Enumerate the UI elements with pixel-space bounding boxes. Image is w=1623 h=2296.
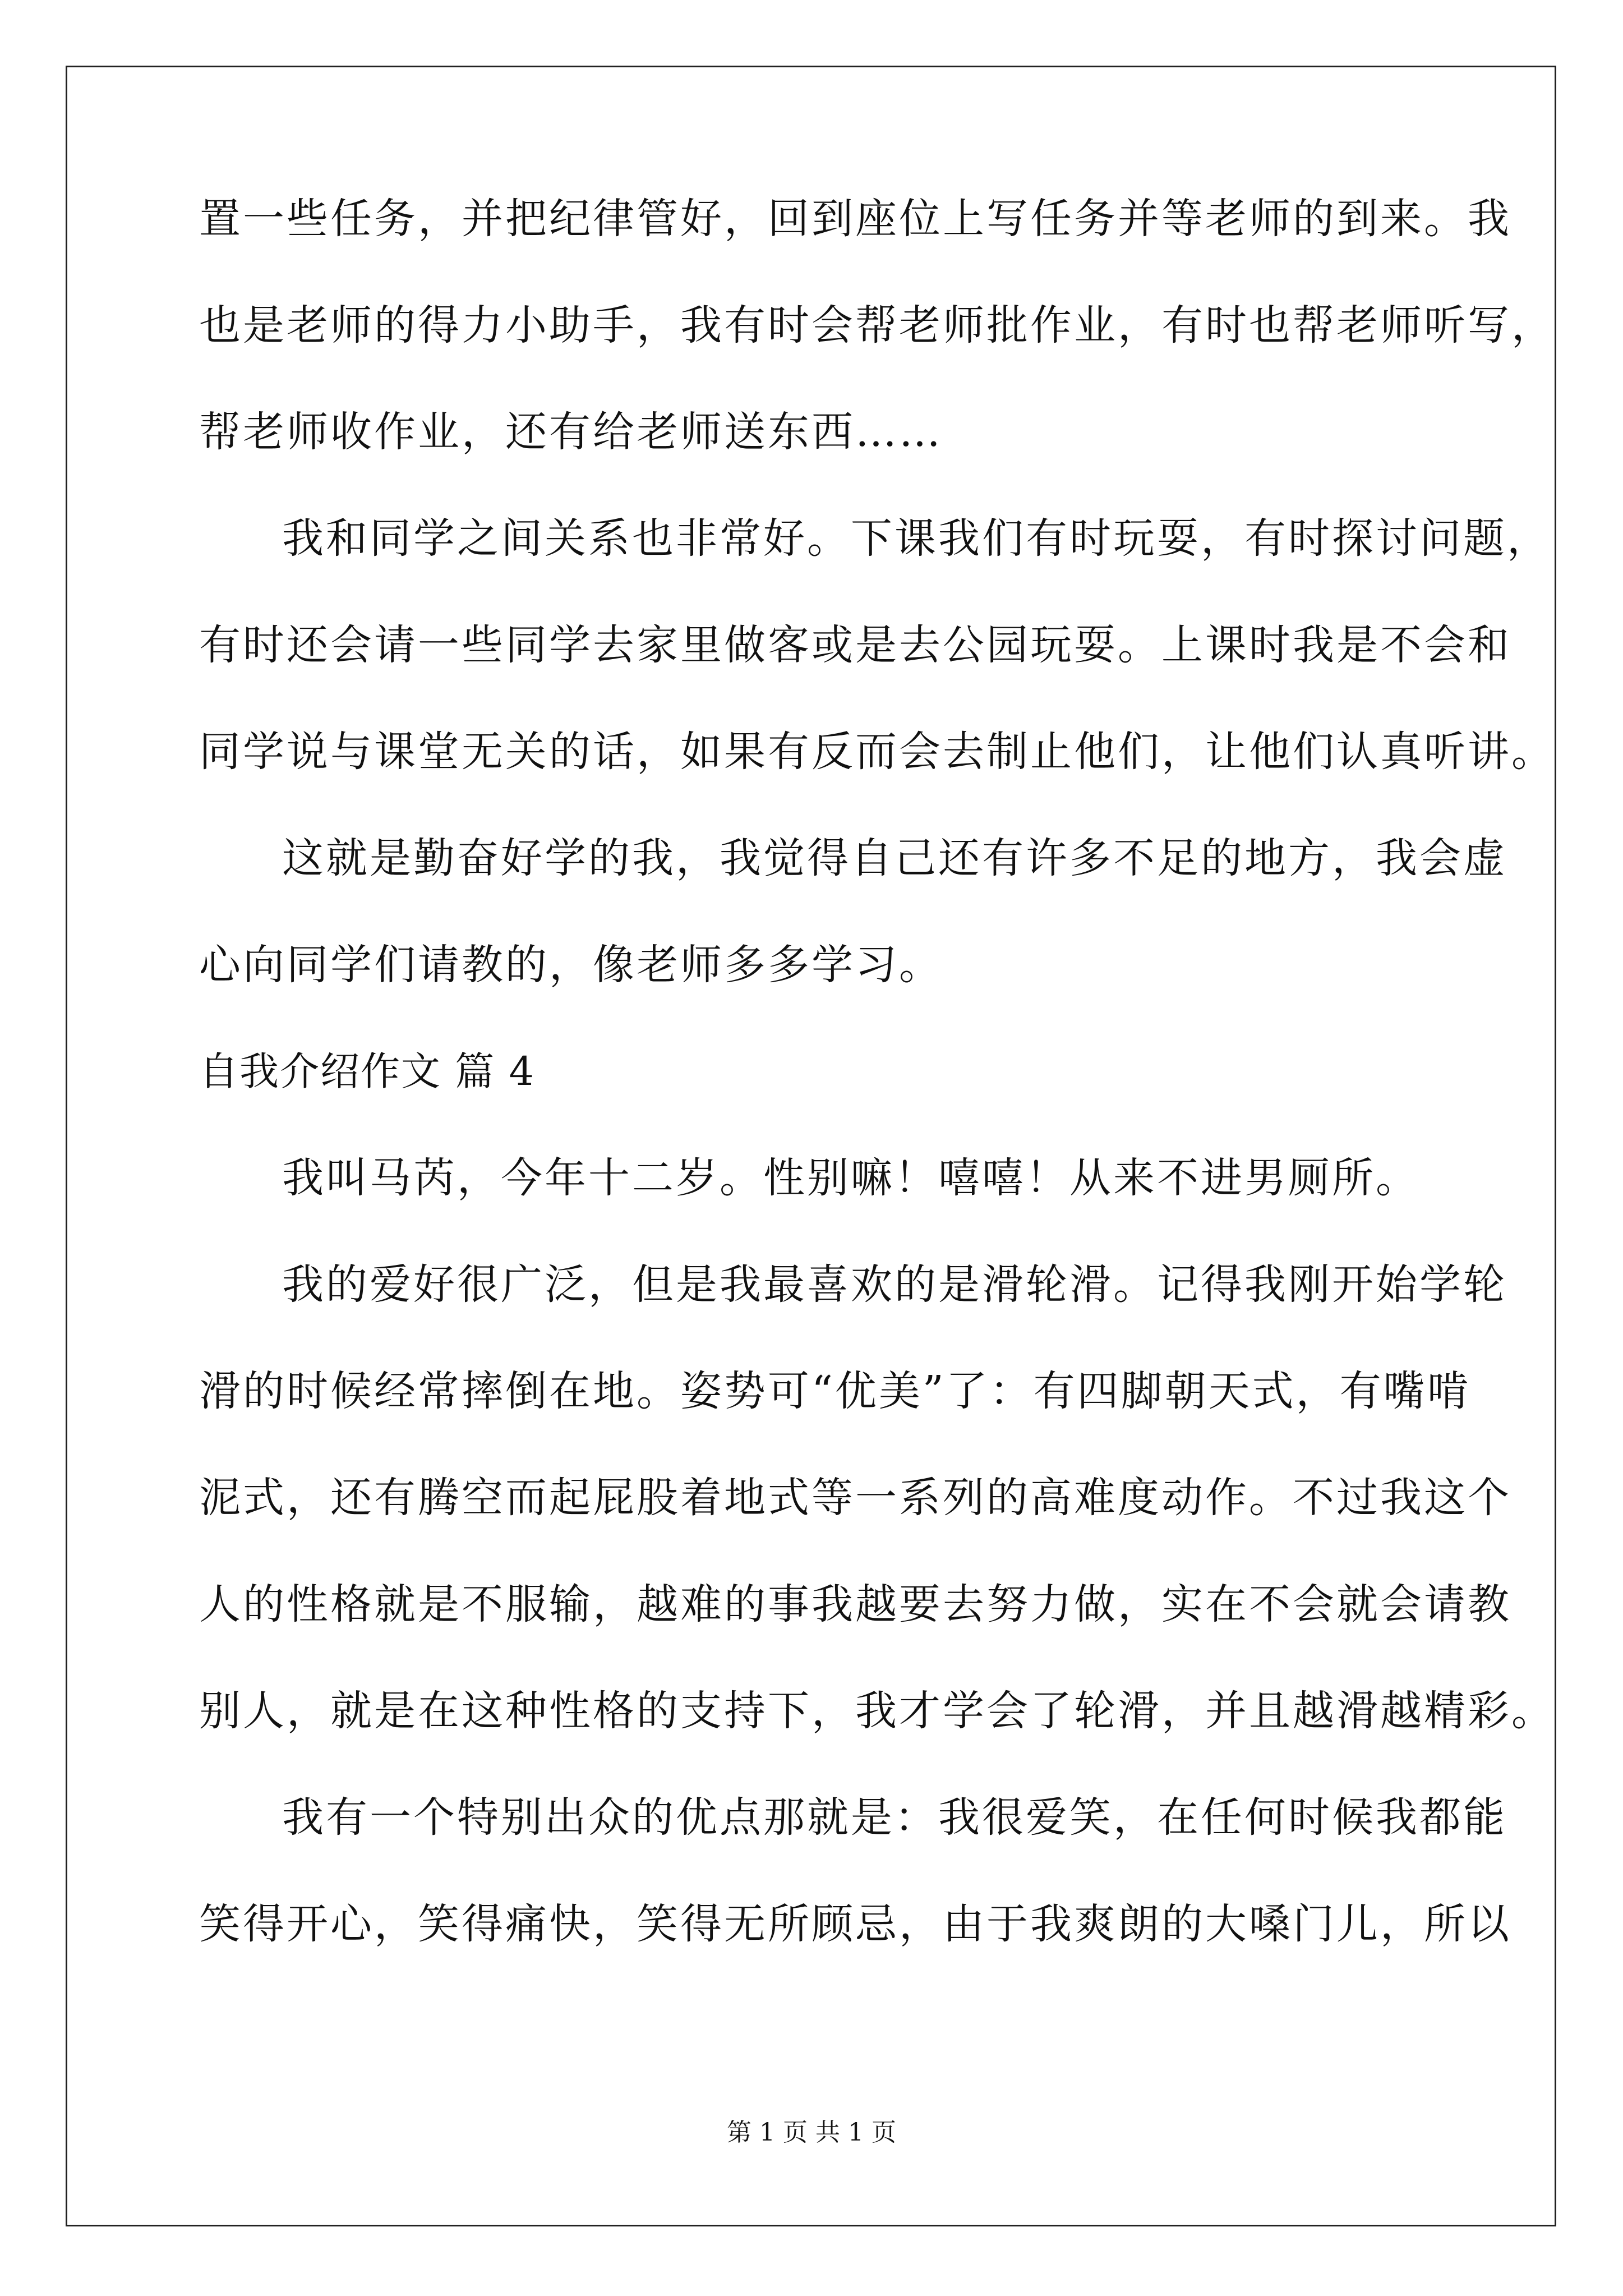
text-line-12: 滑的时候经常摔倒在地。姿势可“优美”了：有四脚朝天式，有嘴啃 xyxy=(199,1367,1471,1415)
text-line-17: 笑得开心，笑得痛快，笑得无所顾忌，由于我爽朗的大嗓门儿，所以 xyxy=(199,1900,1511,1948)
text-line-8: 心向同学们请教的，像老师多多学习。 xyxy=(199,941,943,989)
text-line-16: 我有一个特别出众的优点那就是：我很爱笑，在任何时候我都能 xyxy=(282,1793,1507,1842)
text-line-2: 也是老师的得力小助手，我有时会帮老师批作业，有时也帮老师听写， xyxy=(199,301,1555,349)
text-line-4: 我和同学之间关系也非常好。下课我们有时玩耍，有时探讨问题， xyxy=(282,514,1551,563)
text-line-5: 有时还会请一些同学去家里做客或是去公园玩耍。上课时我是不会和 xyxy=(199,621,1511,669)
text-line-10: 我叫马芮，今年十二岁。性别嘛！嘻嘻！从来不进男厕所。 xyxy=(282,1154,1419,1202)
text-line-7: 这就是勤奋好学的我，我觉得自己还有许多不足的地方，我会虚 xyxy=(282,834,1507,882)
text-line-1: 置一些任务，并把纪律管好，回到座位上写任务并等老师的到来。我 xyxy=(199,195,1511,243)
text-line-6: 同学说与课堂无关的话，如果有反而会去制止他们，让他们认真听讲。 xyxy=(199,728,1555,776)
section-heading: 自我介绍作文 篇 4 xyxy=(199,1048,536,1094)
page-number-footer: 第 1 页 共 1 页 xyxy=(727,2118,896,2147)
text-line-15: 别人，就是在这种性格的支持下，我才学会了轮滑，并且越滑越精彩。 xyxy=(199,1687,1555,1735)
text-line-13: 泥式，还有腾空而起屁股着地式等一系列的高难度动作。不过我这个 xyxy=(199,1474,1511,1522)
document-body xyxy=(199,191,1555,2003)
text-line-14: 人的性格就是不服输，越难的事我越要去努力做，实在不会就会请教 xyxy=(199,1580,1511,1628)
text-line-3: 帮老师收作业，还有给老师送东西…… xyxy=(199,408,943,456)
text-line-11: 我的爱好很广泛，但是我最喜欢的是滑轮滑。记得我刚开始学轮 xyxy=(282,1260,1507,1309)
